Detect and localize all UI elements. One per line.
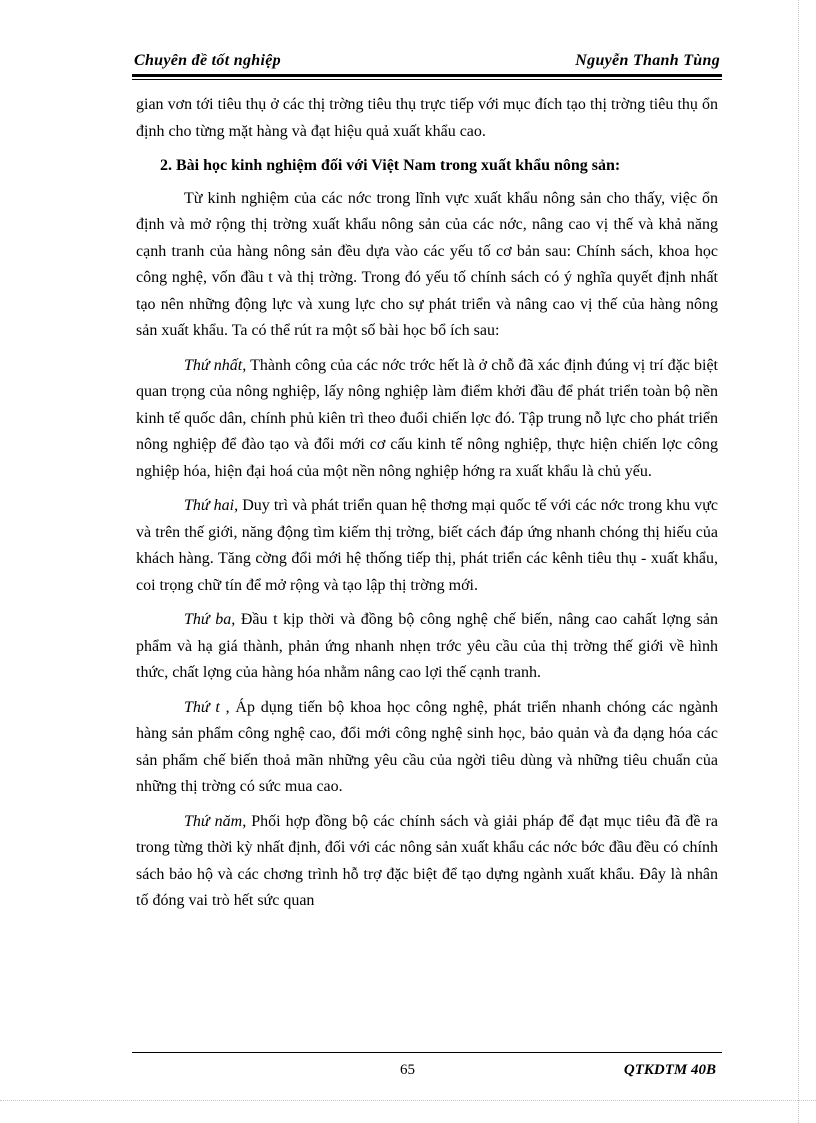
footer-rule — [132, 1052, 722, 1053]
text-first: Thành công của các nớc trớc hết là ở chỗ đã xác định đúng vị trí đặc biệt quan trọng của nông nghiệp, lấy nông nghiệp làm điểm khởi đầu để phát triển toàn bộ nền kinh tế quốc dân, chính phủ kiên trì theo đuổi chiến lợc đó. Tập trung nỗ lực cho phát triển nông nghiệp để đào tạo và đổi mới cơ cấu kinh tế nông nghiệp, thực hiện chiến lợc công nghiệp hóa, hiện đại hoá của một nền nông nghiệp hớng ra xuất khẩu là chủ yếu. — [136, 356, 719, 480]
header-author: Nguyễn Thanh Tùng — [575, 52, 720, 69]
lead-third: Thứ ba, — [184, 611, 236, 628]
paragraph-first — [136, 353, 718, 486]
page-number: 65 — [400, 1062, 415, 1078]
footer-class-code: QTKDTM 40B — [623, 1062, 716, 1078]
header-rule-thin — [132, 79, 722, 80]
page-edge-dots-right — [798, 0, 799, 1123]
header-title: Chuyên đề tốt nghiệp — [134, 52, 281, 69]
text-fifth: Phối hợp đồng bộ các chính sách và giải pháp để đạt mục tiêu đã đề ra trong từng thời kỳ nhất định, đối với các nông sản xuất khẩu các nớc bớc đầu đều có chính sách bảo hộ và các chơng trình hỗ trợ đặc biệt để tạo dựng ngành xuất khẩu. Đây là nhân tố đóng vai trò hết sức quan — [136, 812, 718, 909]
paragraph-fourth — [136, 695, 718, 801]
text-second: Duy trì và phát triển quan hệ thơng mại quốc tế với các nớc trong khu vực và trên thế giới, năng động tìm kiếm thị trờng, biết cách đáp ứng nhanh chóng thị hiếu của khách hàng. Tăng cờng đổi mới hệ thống tiếp thị, phát triển các kênh tiêu thụ - xuất khẩu, coi trọng chữ tín để mở rộng và tạo lập thị trờng mới. — [136, 497, 719, 594]
paragraph-second — [136, 493, 718, 599]
paragraph-fifth — [136, 809, 718, 915]
lead-second: Thứ hai, — [184, 497, 239, 514]
header-rule-thick — [132, 74, 722, 77]
lead-fourth: Thứ t — [184, 698, 220, 716]
paragraph-third — [136, 607, 718, 687]
page-body — [136, 92, 718, 923]
lead-first: Thứ nhất, — [184, 356, 247, 374]
section-heading: 2. Bài học kinh nghiệm đối với Việt Nam trong xuất khẩu nông sản: — [160, 157, 621, 174]
page-edge-dots-bottom — [0, 1100, 816, 1101]
page-header — [132, 50, 722, 74]
paragraph-continuation: gian vơn tới tiêu thụ ở các thị trờng tiêu thụ trực tiếp với mục đích tạo thị trờng tiêu thụ ổn định cho từng mặt hàng và đạt hiệu quả xuất khẩu cao. — [136, 96, 718, 140]
lead-fifth: Thứ năm, — [184, 812, 247, 830]
text-third: Đầu t kịp thời và đồng bộ công nghệ chế biến, nâng cao cahất lợng sản phẩm và hạ giá thành, phản ứng nhanh nhẹn trớc yêu cầu của thị trờng thế giới về hình thức, chất lợng của hàng hóa nhằm nâng cao lợi thế cạnh tranh. — [136, 611, 719, 681]
paragraph-intro: Từ kinh nghiệm của các nớc trong lĩnh vực xuất khẩu nông sản cho thấy, việc ổn định và mở rộng thị trờng xuất khẩu nông sản của các nớc, nâng cao vị thế và khả năng cạnh tranh của hàng nông sản đều dựa vào các yếu tố cơ bản sau: Chính sách, khoa học công nghệ, vốn đầu t và thị trờng. Trong đó yếu tố chính sách có ý nghĩa quyết định nhất tạo nên những động lực và xung lực cho sự phát triển và nâng cao vị thế của hàng nông sản xuất khẩu. Ta có thể rút ra một số bài học bổ ích sau: — [136, 189, 718, 339]
text-fourth: , Áp dụng tiến bộ khoa học công nghệ, phát triển nhanh chóng các ngành hàng sản phẩm công nghệ cao, đổi mới công nghệ sinh học, bảo quản và đa dạng hóa các sản phẩm chế biến thoả mãn những yêu cầu của ngời tiêu dùng và những tiêu chuẩn của những thị trờng có sức mua cao. — [136, 698, 718, 795]
